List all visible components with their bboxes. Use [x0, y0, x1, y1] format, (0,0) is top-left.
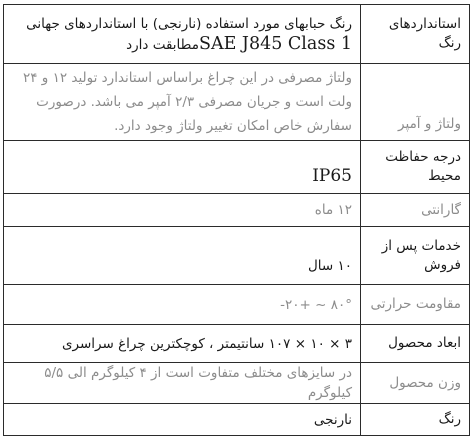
value-protection-cell	[4, 141, 361, 194]
value-warranty: ۱۲ ماه	[4, 194, 361, 227]
value-heat-resistance	[4, 285, 361, 325]
table-row-color	[4, 404, 470, 436]
value-weight: در سایزهای مختلف متفاوت است از ۴ کیلوگرم الی ۵/۵ کیلوگرم	[4, 363, 361, 404]
label-color: رنگ	[361, 404, 470, 436]
label-weight: وزن محصول	[361, 363, 470, 404]
table-row-heat-resistance	[4, 285, 470, 325]
value-dimensions: ۳ × ۱۰ × ۱۰۷ سانتیمتر ، کوچکترین چراغ سراسری	[4, 325, 361, 363]
table-row-after-sales	[4, 227, 470, 285]
table-row-color-standards	[4, 5, 470, 64]
label-voltage: ولتاژ و آمپر	[361, 64, 470, 141]
value-protection: IP65	[312, 166, 352, 186]
value-voltage: ولتاژ مصرفی در این چراغ براساس استاندارد تولید ۱۲ و ۲۴ ولت است و جریان مصرفی ۲/۳ آمپر می باشد. درصورت سفارش خاص امکان تغییر ولتاژ وجود دارد.	[4, 64, 361, 141]
table-row-protection	[4, 141, 470, 194]
color-standards-line1: رنگ حبابهای مورد استفاده (نارنجی) با استانداردهای جهانی	[26, 15, 352, 32]
sae-standard-code: SAE J845 Class 1	[198, 33, 352, 54]
table-row-dimensions	[4, 325, 470, 363]
table-row-voltage	[4, 64, 470, 141]
label-after-sales: خدمات پس از فروش	[361, 227, 470, 285]
color-standards-conformity: مطابقت دارد	[126, 36, 199, 53]
color-standards-line2	[12, 34, 352, 55]
label-color-standards: استانداردهای رنگ	[361, 5, 470, 64]
label-warranty: گارانتی	[361, 194, 470, 227]
value-color: نارنجی	[4, 404, 361, 436]
value-color-standards	[4, 5, 361, 64]
label-dimensions: ابعاد محصول	[361, 325, 470, 363]
product-spec-table	[3, 4, 470, 436]
table-row-weight	[4, 363, 470, 404]
label-heat-resistance: مقاومت حرارتی	[361, 285, 470, 325]
label-protection: درجه حفاظت محیط	[361, 141, 470, 194]
table-row-warranty	[4, 194, 470, 227]
value-after-sales: ۱۰ سال	[4, 227, 361, 285]
heat-resistance-range: -۲۰+ ~ ۸۰°	[280, 296, 352, 313]
